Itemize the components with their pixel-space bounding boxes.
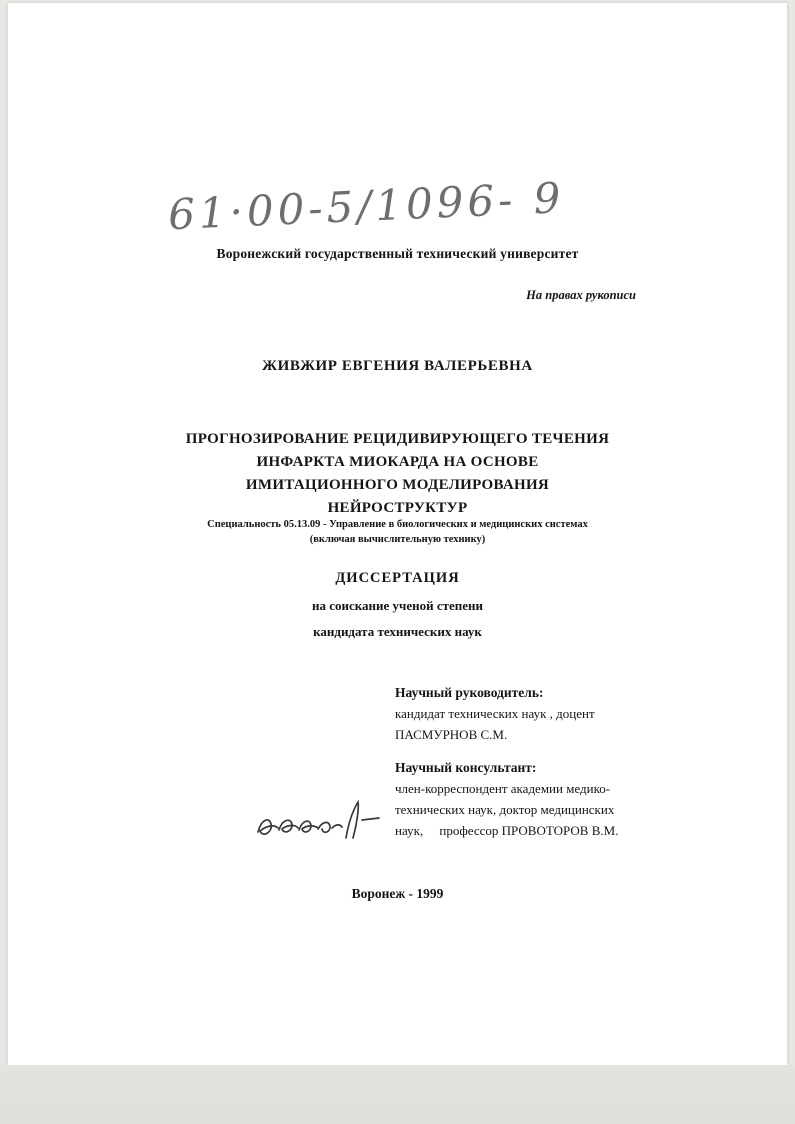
title-line-3: ИМИТАЦИОННОГО МОДЕЛИРОВАНИЯ (245, 477, 550, 493)
consultant-label: Научный консультант: (395, 760, 537, 775)
city-and-year: Воронеж - 1999 (351, 886, 444, 901)
consultant-line-3: наук, профессор ПРОВОТОРОВ В.М. (395, 823, 619, 838)
title-line-1: ПРОГНОЗИРОВАНИЕ РЕЦИДИВИРУЮЩЕГО ТЕЧЕНИЯ (185, 431, 610, 447)
handwritten-inventory-number: 61·00-5/1096- 9 (167, 173, 566, 240)
supervisor-label: Научный руководитель: (395, 685, 544, 700)
dissertation-label: ДИССЕРТАЦИЯ (335, 570, 460, 586)
handwritten-signature-icon (252, 798, 382, 850)
title-line-2: ИНФАРКТА МИОКАРДА НА ОСНОВЕ (256, 454, 539, 470)
dissertation-title (0, 428, 795, 520)
supervisor-line-1: кандидат технических наук , доцент (395, 706, 595, 721)
degree-line-2: кандидата технических наук (313, 624, 482, 639)
university-name: Воронежский государственный технический университет (216, 246, 579, 261)
specialty-line-2: (включая вычислительную технику) (309, 534, 486, 545)
author-name: ЖИВЖИР ЕВГЕНИЯ ВАЛЕРЬЕВНА (262, 358, 533, 374)
supervisor-block (395, 682, 695, 745)
supervisor-line-2: ПАСМУРНОВ С.М. (395, 727, 508, 742)
specialty-line-1: Специальность 05.13.09 - Управление в биологических и медицинских системах (207, 519, 588, 530)
title-line-4: НЕЙРОСТРУКТУР (327, 500, 468, 516)
consultant-block (395, 757, 705, 841)
scan-bottom-margin (0, 1065, 795, 1124)
consultant-line-1: член-корреспондент академии медико- (395, 781, 611, 796)
manuscript-rights-note: На правах рукописи (526, 288, 636, 302)
consultant-line-2: технических наук, доктор медицинских (395, 802, 615, 817)
degree-line-1: на соискание ученой степени (311, 598, 484, 613)
specialty-block (0, 517, 795, 547)
